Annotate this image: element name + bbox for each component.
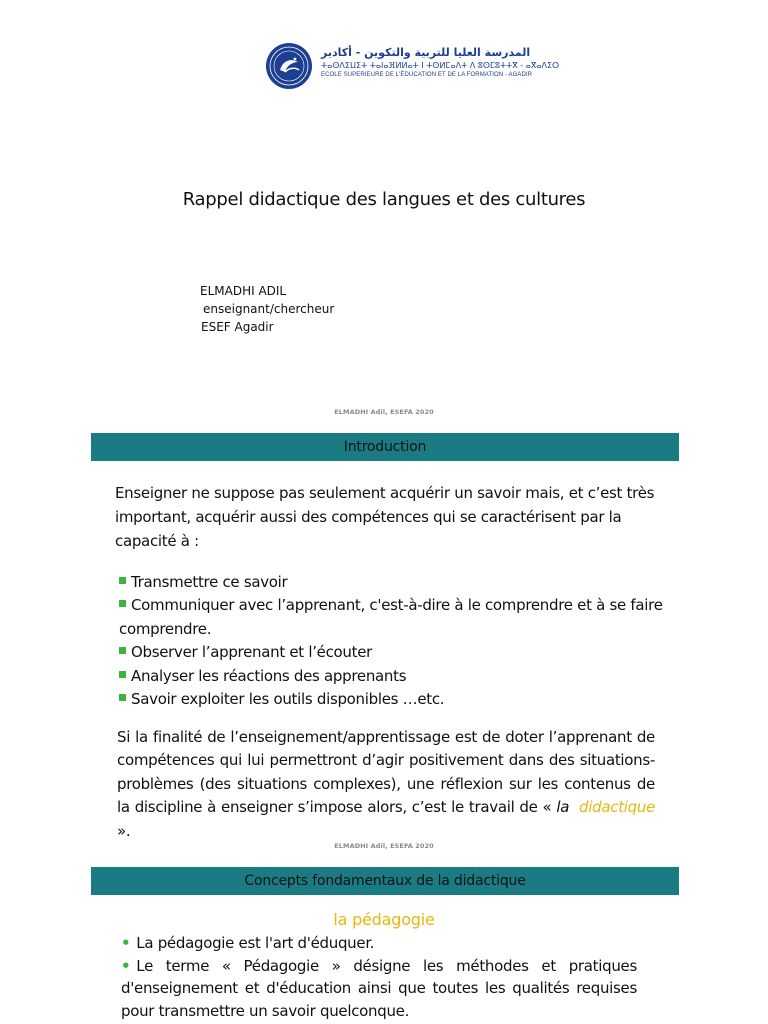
slide-footer: ELMADHI Adil, ESEFA 2020 bbox=[334, 408, 434, 416]
page-title: Rappel didactique des langues et des cultures bbox=[182, 189, 586, 210]
list-item bbox=[119, 688, 679, 711]
author-role: enseignant/chercheur bbox=[203, 302, 335, 316]
banner-label: Concepts fondamentaux de la didactique bbox=[244, 873, 526, 889]
dot-bullet-icon: • bbox=[121, 934, 131, 952]
school-name-arabic: المدرسة العليا للتربية والتكوين - أكادير bbox=[321, 46, 531, 59]
list-item-text: Communiquer avec l’apprenant, c'est-à-dire à le comprendre et à se faire comprendre. bbox=[119, 596, 663, 638]
list-item-text: Savoir exploiter les outils disponibles …etc. bbox=[131, 690, 445, 709]
square-bullet-icon bbox=[119, 577, 126, 584]
slide-footer: ELMADHI Adil, ESEFA 2020 bbox=[334, 842, 434, 850]
list-item bbox=[119, 571, 679, 594]
author-block bbox=[200, 282, 334, 336]
school-emblem-icon bbox=[265, 42, 313, 90]
author-institution: ESEF Agadir bbox=[201, 320, 274, 334]
finalite-article: la bbox=[556, 798, 570, 817]
competence-list bbox=[119, 571, 679, 711]
list-item bbox=[119, 594, 679, 641]
school-name bbox=[321, 46, 560, 80]
square-bullet-icon bbox=[119, 600, 126, 607]
author-name: ELMADHI ADIL bbox=[200, 284, 287, 298]
dot-bullet-icon: • bbox=[121, 956, 131, 975]
list-item bbox=[121, 955, 637, 1023]
list-item-text: Transmettre ce savoir bbox=[131, 573, 288, 591]
didactique-keyword: didactique bbox=[579, 798, 656, 817]
square-bullet-icon bbox=[119, 694, 126, 701]
list-item-text: Analyser les réactions des apprenants bbox=[131, 666, 407, 685]
banner-label: Introduction bbox=[343, 439, 427, 455]
square-bullet-icon bbox=[119, 671, 126, 678]
intro-paragraph: Enseigner ne suppose pas seulement acquérir un savoir mais, et c’est très important, acquérir aussi des compétences qui se caractérisent par la capacité à : bbox=[115, 484, 655, 550]
list-item bbox=[121, 932, 637, 955]
finalite-text: Si la finalité de l’enseignement/apprentissage est de doter l’apprenant de compétences qui lui permettront d’agir positivement dans des situations-problèmes (des situations complexes), une réflexion sur les contenus de la discipline à enseigner s’impose alors, c’est le travail de « bbox=[117, 728, 655, 817]
school-name-french: ECOLE SUPERIEURE DE L'ÉDUCATION ET DE LA FORMATION - AGADIR bbox=[321, 72, 533, 78]
list-item bbox=[119, 641, 679, 664]
pedagogie-heading: la pédagogie bbox=[333, 910, 435, 929]
list-item-text: Le terme « Pédagogie » désigne les méthodes et pratiques d'enseignement et d'éducation ainsi que toutes les qualités requises pour transmettre un savoir quelconque. bbox=[121, 956, 637, 1020]
school-logo bbox=[265, 42, 560, 92]
pedagogie-list bbox=[121, 932, 637, 1022]
square-bullet-icon bbox=[119, 647, 126, 654]
list-item-text: La pédagogie est l'art d'éduquer. bbox=[136, 934, 375, 952]
section-banner-concepts bbox=[91, 867, 679, 895]
finalite-end: ». bbox=[117, 821, 131, 840]
list-item-text: Observer l’apprenant et l’écouter bbox=[131, 643, 373, 662]
school-name-tifinagh: ⵜⴰⵙⴷⵉⵡⵉⵜ ⵜⴰⵏⴰⴼⵍⵍⴰⵜ ⵏ ⵜⵙⵍⵎⴰⴷⵜ ⴷ ⵓⵙⵎⵓⵜⵜⴳ - ⴰⴳⴰⴷⵉⵔ bbox=[321, 61, 560, 70]
list-item bbox=[119, 665, 679, 688]
finalite-paragraph bbox=[117, 726, 655, 843]
section-banner-introduction bbox=[91, 433, 679, 461]
